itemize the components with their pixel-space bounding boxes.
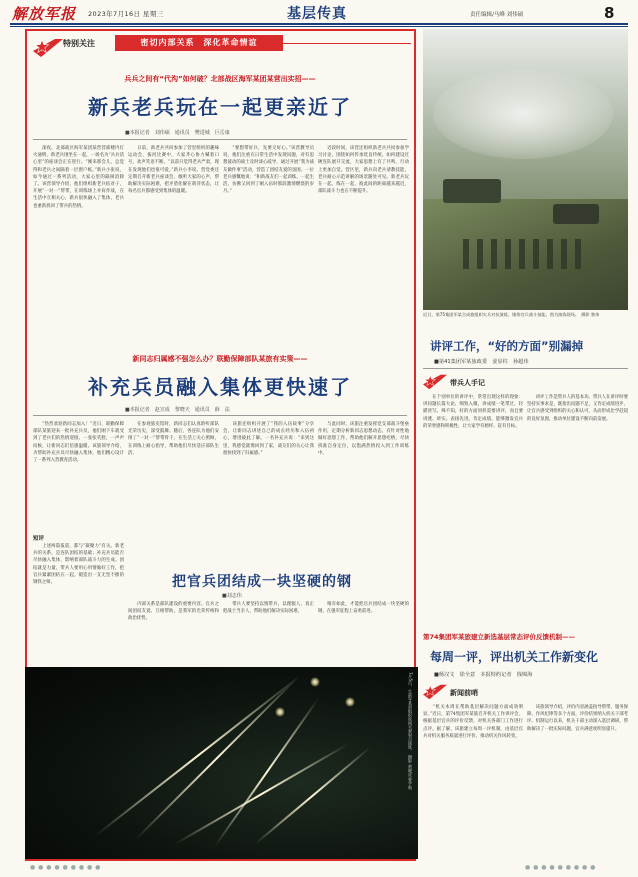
story1-text-col3	[223, 145, 314, 347]
story1-text-col1	[33, 145, 124, 347]
photo-caption: 近日，第75集团军某合成旅组织实兵对抗演练，锤炼官兵战斗技能。图为演练现场。 摄影 黎伟	[423, 312, 600, 317]
bottom-photo-caption: 7月5日，火箭军某部组织夜间实弹射击演练。 摄影 黄晓虎 曹宇航	[408, 672, 413, 790]
photo-vehicle-2	[553, 204, 599, 224]
story2-text-col4	[318, 421, 409, 529]
photo-tracer	[214, 698, 318, 846]
right-story3-text-col1	[423, 704, 523, 856]
right-story-text-col2	[527, 394, 628, 626]
star-ribbon-icon	[423, 683, 447, 701]
story2-text-col3	[223, 421, 314, 529]
night-firing-photo	[25, 667, 418, 859]
story3-text-col3	[318, 601, 409, 666]
photo-soldiers	[463, 239, 583, 269]
masthead-rule	[10, 23, 628, 25]
right-story1-headline: 讲评工作，“好的方面”别漏掉	[430, 339, 584, 353]
newspaper-logo: 解放军报	[12, 5, 77, 23]
right-story3-text-col2	[527, 704, 628, 856]
masthead-rule-thin	[10, 26, 628, 27]
story2-kicker: 新同志归属感不强怎么办？联勤保障部队某旅有实策——	[132, 355, 308, 363]
story3-byline: ■刘志伟	[222, 593, 242, 599]
photo-flare	[275, 707, 285, 717]
theme-banner: 密切内部关系 深化革命情谊	[115, 35, 283, 51]
story2-byline: ■本报记者 赵宣成 黎晓天 通讯员 薛 法	[125, 407, 230, 413]
page-number: 8	[604, 4, 615, 22]
editors-credit: 责任编辑/马峰 刘伟硕	[470, 12, 524, 18]
short-comment-label: 短评	[33, 536, 45, 542]
story1-kicker: 兵兵之间有“代沟”如何破？北部战区海军某团某营出实招——	[124, 75, 316, 83]
right-story3-label: 新闻前哨	[450, 689, 478, 697]
right-story1-kicker: ■第41集团军某旅政委 姜显柱 孙超伟	[434, 359, 529, 365]
banner-rule	[283, 43, 411, 44]
publication-date: 2023年7月16日 星期三	[88, 10, 164, 18]
right-story2-label: 带兵人手记	[450, 379, 485, 387]
story1-byline: ■本报记者 刘伟硕 通讯员 樊进城 巨岳康	[125, 130, 230, 136]
right-story3-headline: 每周一评，评出机关工作新变化	[430, 650, 599, 664]
photo-tracer	[175, 743, 349, 844]
story3-headline: 把官兵团结成一块坚硬的钢	[172, 574, 352, 590]
story2-headline: 补充兵员融入集体更快速了	[88, 375, 352, 399]
photo-flare	[310, 677, 320, 687]
right-story1-rule	[423, 368, 628, 369]
story2-text-col1	[33, 421, 124, 529]
short-comment-text	[33, 543, 124, 666]
right-story3-byline: ■杨汉文 徐全意 本报特约记者 钱锦海	[434, 672, 533, 678]
section-title: 基层传真	[287, 6, 347, 22]
story2-text-col2	[128, 421, 219, 529]
story1-headline: 新兵老兵玩在一起更亲近了	[88, 95, 352, 119]
star-ribbon-icon	[423, 373, 447, 391]
right-story3-kicker: 第74集团军某旅建立新选基层常态评价反馈机制——	[423, 633, 576, 641]
story1-text-col4	[318, 145, 409, 347]
story2-rule	[33, 415, 407, 416]
story3-text-col2	[223, 601, 314, 666]
star-ribbon-icon	[33, 37, 63, 59]
story1-text-col2	[128, 145, 219, 347]
photo-tracer	[95, 675, 301, 836]
footer-dots-left: ● ● ● ● ● ● ● ● ●	[30, 864, 101, 871]
exercise-photo	[423, 29, 628, 310]
photo-smoke	[433, 69, 613, 159]
photo-vehicle	[443, 179, 501, 203]
story3-text-col1	[128, 601, 219, 666]
masthead	[0, 0, 638, 26]
special-focus-label: 特别关注	[63, 39, 95, 48]
footer-dots-right: ● ● ● ● ● ● ● ● ●	[525, 864, 596, 871]
story1-rule	[33, 139, 407, 140]
photo-flare	[345, 697, 355, 707]
right-story-text-col1	[423, 394, 523, 626]
